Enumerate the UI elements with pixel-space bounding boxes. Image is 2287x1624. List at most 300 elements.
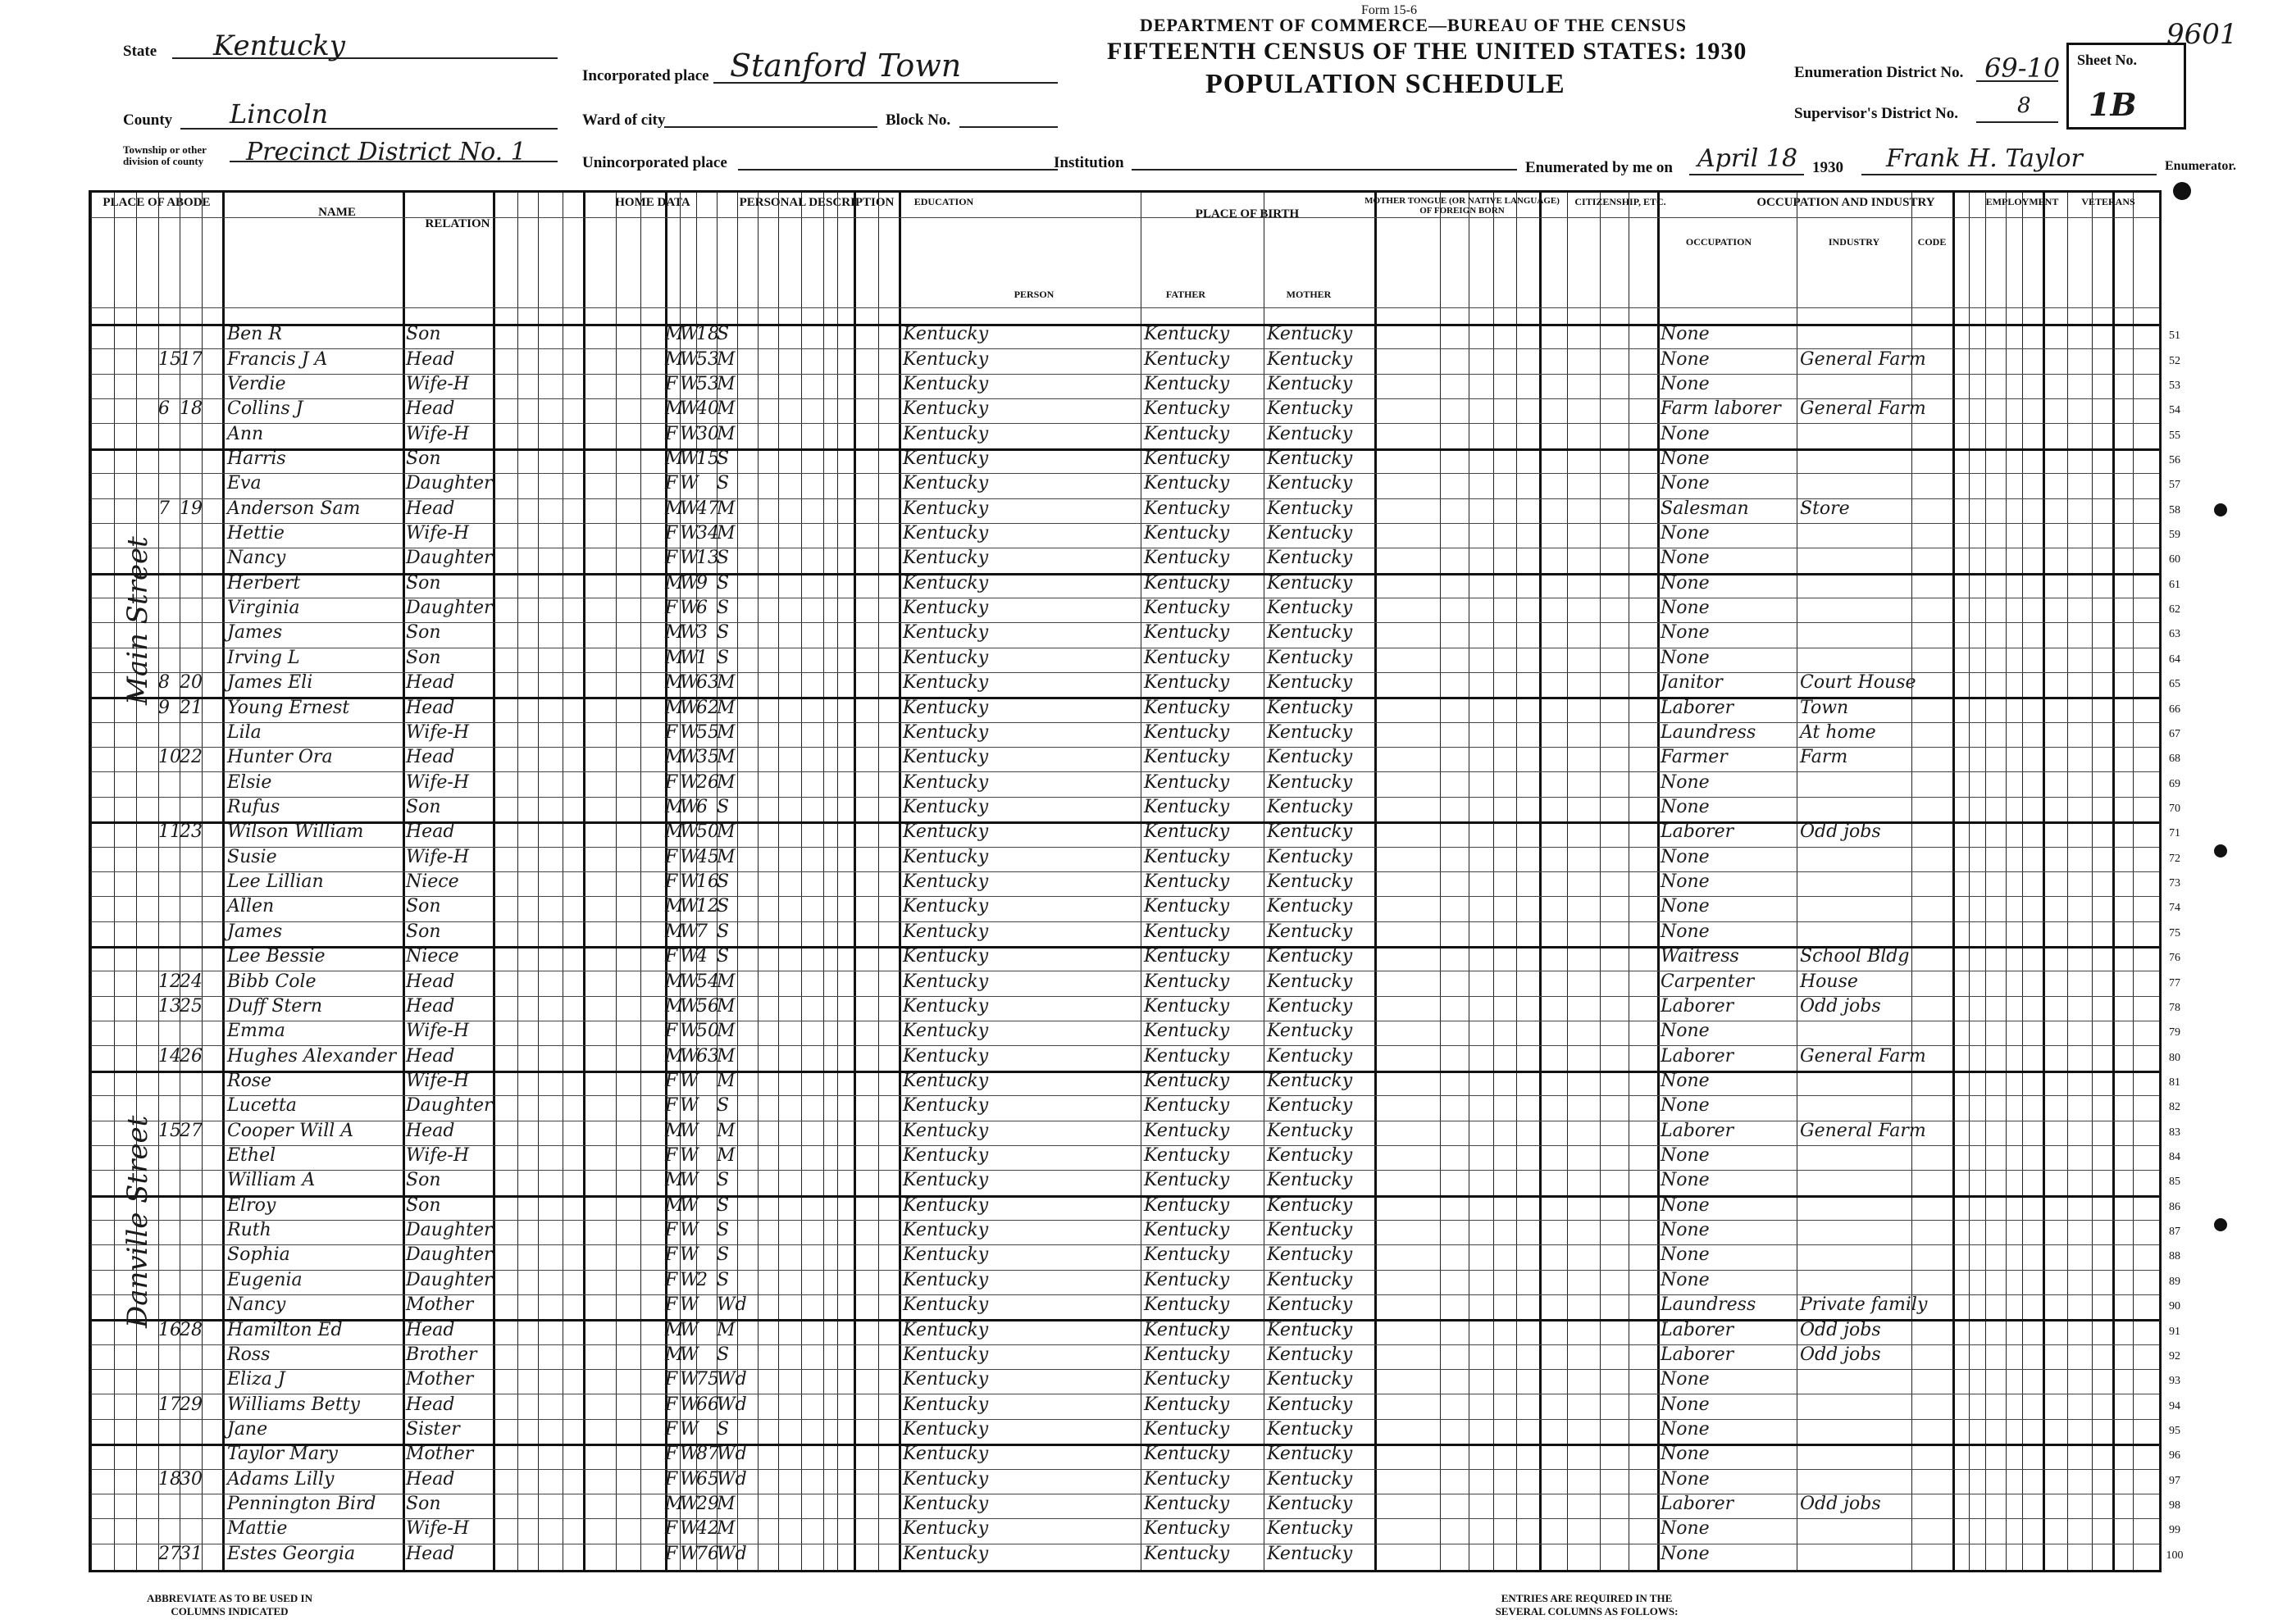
person-name: Lucetta — [227, 1095, 297, 1117]
person-name: Ross — [227, 1344, 271, 1365]
marital-status: M — [717, 1319, 736, 1340]
color: W — [680, 1494, 699, 1515]
relation: Wife-H — [406, 1021, 470, 1042]
person-name: Hunter Ora — [227, 747, 333, 768]
person-name: Cooper Will A — [227, 1120, 354, 1141]
color: W — [680, 448, 699, 469]
sex: F — [665, 423, 678, 444]
color: W — [680, 1394, 699, 1415]
line-number: 100 — [2166, 1549, 2184, 1562]
relation: Wife-H — [406, 523, 470, 544]
block-label: Block No. — [886, 111, 951, 129]
age: 7 — [696, 921, 708, 942]
age: 40 — [696, 398, 719, 420]
subhead-person: PERSON — [1014, 289, 1055, 300]
occupation: Laundress — [1661, 1294, 1756, 1316]
occupation: None — [1661, 1394, 1710, 1415]
marital-status: S — [717, 1095, 730, 1117]
age: 4 — [696, 946, 708, 967]
occupation: Laborer — [1661, 995, 1734, 1017]
occupation: Laborer — [1661, 821, 1734, 843]
industry: Odd jobs — [1800, 821, 1881, 843]
marital-status: S — [717, 797, 730, 817]
marital-status: M — [717, 348, 736, 370]
birthplace-mother: Kentucky — [1267, 1145, 1353, 1167]
table-row — [91, 1194, 2180, 1220]
birthplace-mother: Kentucky — [1267, 1369, 1353, 1390]
table-row — [91, 1120, 2180, 1145]
color: W — [680, 1220, 699, 1241]
person-name: Rose — [227, 1070, 272, 1091]
color: W — [680, 721, 699, 743]
color: W — [680, 1021, 699, 1042]
birthplace-person: Kentucky — [903, 373, 989, 394]
birthplace-father: Kentucky — [1144, 1369, 1230, 1390]
line-number: 79 — [2169, 1026, 2180, 1039]
relation: Wife-H — [406, 1070, 470, 1091]
birthplace-father: Kentucky — [1144, 498, 1230, 519]
relation: Head — [406, 1543, 455, 1564]
person-name: Williams Betty — [227, 1394, 360, 1415]
occupation: None — [1661, 1468, 1710, 1490]
birthplace-person: Kentucky — [903, 1095, 989, 1117]
relation: Head — [406, 498, 455, 519]
enumerator-label: Enumerator. — [2165, 159, 2236, 173]
person-name: Susie — [227, 846, 277, 867]
line-number: 69 — [2169, 777, 2180, 790]
color: W — [680, 647, 699, 668]
occupation: None — [1661, 448, 1710, 469]
sex: M — [665, 821, 684, 843]
birthplace-person: Kentucky — [903, 1294, 989, 1316]
person-name: Eva — [227, 473, 262, 494]
table-row — [91, 1444, 2180, 1468]
enumerated-label: Enumerated by me on — [1525, 159, 1673, 176]
birthplace-person: Kentucky — [903, 423, 989, 444]
line-number: 89 — [2169, 1275, 2180, 1288]
group-education: EDUCATION — [913, 196, 974, 207]
dwelling-number: 10 — [158, 747, 181, 768]
marital-status: Wd — [717, 1543, 747, 1564]
table-row — [91, 1095, 2180, 1120]
color: W — [680, 1319, 699, 1340]
color: W — [680, 1468, 699, 1490]
line-number: 98 — [2169, 1499, 2180, 1513]
relation: Daughter — [406, 1095, 493, 1117]
relation: Head — [406, 971, 455, 992]
age: 50 — [696, 1021, 719, 1042]
birthplace-mother: Kentucky — [1267, 598, 1353, 619]
family-number: 27 — [180, 1120, 203, 1141]
sex: F — [665, 846, 678, 867]
birthplace-person: Kentucky — [903, 1220, 989, 1241]
table-row — [91, 1319, 2180, 1344]
marital-status: M — [717, 398, 736, 420]
sex: M — [665, 747, 684, 768]
line-number: 56 — [2169, 453, 2180, 466]
occupation: None — [1661, 797, 1710, 817]
marital-status: S — [717, 598, 730, 619]
census-title: FIFTEENTH CENSUS OF THE UNITED STATES: 1930 — [1107, 38, 1747, 65]
birthplace-father: Kentucky — [1144, 1518, 1230, 1540]
birthplace-mother: Kentucky — [1267, 1543, 1353, 1564]
color: W — [680, 921, 699, 942]
birthplace-father: Kentucky — [1144, 572, 1230, 594]
line-number: 83 — [2169, 1126, 2180, 1139]
marital-status: M — [717, 498, 736, 519]
line-number: 62 — [2169, 603, 2180, 616]
birthplace-mother: Kentucky — [1267, 821, 1353, 843]
age: 66 — [696, 1394, 719, 1415]
relation: Mother — [406, 1444, 474, 1465]
birthplace-mother: Kentucky — [1267, 672, 1353, 694]
group-personal: PERSONAL DESCRIPTION — [739, 196, 895, 209]
dwelling-number: 15 — [158, 1120, 181, 1141]
unincorporated-label: Unincorporated place — [582, 154, 727, 171]
line-number: 91 — [2169, 1325, 2180, 1338]
table-row — [91, 771, 2180, 796]
birthplace-father: Kentucky — [1144, 1095, 1230, 1117]
footer-entries: ENTRIES ARE REQUIRED IN THE SEVERAL COLUMNS AS FOLLOWS: — [1495, 1592, 1679, 1617]
color: W — [680, 1444, 699, 1465]
sex: F — [665, 1518, 678, 1540]
footer-abbrev: ABBREVIATE AS TO BE USED IN COLUMNS INDICATED — [147, 1592, 312, 1617]
occupation: Farmer — [1661, 747, 1728, 768]
color: W — [680, 498, 699, 519]
birthplace-person: Kentucky — [903, 1021, 989, 1042]
state-label: State — [123, 43, 157, 60]
relation: Daughter — [406, 548, 493, 569]
occupation: None — [1661, 324, 1710, 345]
person-name: Hettie — [227, 523, 285, 544]
birthplace-person: Kentucky — [903, 1369, 989, 1390]
relation: Wife-H — [406, 1145, 470, 1167]
family-number: 21 — [180, 697, 203, 718]
subhead-father: FATHER — [1165, 289, 1206, 300]
sex: F — [665, 1095, 678, 1117]
occupation: None — [1661, 1269, 1710, 1290]
age: 56 — [696, 995, 719, 1017]
group-place-of-birth: PLACE OF BIRTH — [1195, 207, 1300, 221]
person-name: William A — [227, 1170, 316, 1191]
relation: Wife-H — [406, 721, 470, 743]
person-name: Allen — [227, 896, 275, 917]
occupation: None — [1661, 1444, 1710, 1465]
age: 12 — [696, 896, 719, 917]
occupation: None — [1661, 1543, 1710, 1564]
relation: Head — [406, 821, 455, 843]
occupation: Carpenter — [1661, 971, 1755, 992]
marital-status: M — [717, 672, 736, 694]
occupation: None — [1661, 572, 1710, 594]
birthplace-father: Kentucky — [1144, 548, 1230, 569]
relation: Wife-H — [406, 1518, 470, 1540]
table-row — [91, 1394, 2180, 1418]
occupation: None — [1661, 647, 1710, 668]
birthplace-mother: Kentucky — [1267, 946, 1353, 967]
incorporated-value: Stanford Town — [730, 48, 962, 84]
industry: Odd jobs — [1800, 995, 1881, 1017]
birthplace-father: Kentucky — [1144, 1319, 1230, 1340]
birthplace-mother: Kentucky — [1267, 548, 1353, 569]
group-occupation: OCCUPATION AND INDUSTRY — [1756, 196, 1935, 209]
birthplace-mother: Kentucky — [1267, 448, 1353, 469]
occupation: Laborer — [1661, 1319, 1734, 1340]
sex: M — [665, 896, 684, 917]
person-name: Duff Stern — [227, 995, 323, 1017]
table-row — [91, 971, 2180, 995]
birthplace-person: Kentucky — [903, 1194, 989, 1216]
birthplace-person: Kentucky — [903, 1319, 989, 1340]
relation: Head — [406, 348, 455, 370]
sex: F — [665, 1543, 678, 1564]
table-row — [91, 473, 2180, 498]
color: W — [680, 1543, 699, 1564]
occupation: Laborer — [1661, 697, 1734, 718]
table-row — [91, 1294, 2180, 1319]
person-name: Emma — [227, 1021, 285, 1042]
age: 2 — [696, 1269, 708, 1290]
birthplace-person: Kentucky — [903, 921, 989, 942]
line-number: 81 — [2169, 1076, 2180, 1089]
sheet-value: 1B — [2089, 86, 2137, 123]
person-name: Elroy — [227, 1194, 276, 1216]
birthplace-mother: Kentucky — [1267, 647, 1353, 668]
table-row — [91, 672, 2180, 697]
schedule-title: POPULATION SCHEDULE — [1205, 69, 1565, 99]
table-row — [91, 821, 2180, 846]
person-name: Sophia — [227, 1244, 290, 1266]
occupation: None — [1661, 348, 1710, 370]
person-name: Wilson William — [227, 821, 364, 843]
person-name: Adams Lilly — [227, 1468, 335, 1490]
birthplace-mother: Kentucky — [1267, 1419, 1353, 1440]
line-number: 76 — [2169, 952, 2180, 965]
line-number: 60 — [2169, 553, 2180, 566]
occupation: None — [1661, 598, 1710, 619]
family-number: 31 — [180, 1543, 203, 1564]
color: W — [680, 348, 699, 370]
sex: F — [665, 1220, 678, 1241]
color: W — [680, 523, 699, 544]
birthplace-father: Kentucky — [1144, 398, 1230, 420]
table-row — [91, 423, 2180, 448]
birthplace-person: Kentucky — [903, 523, 989, 544]
birthplace-person: Kentucky — [903, 797, 989, 817]
color: W — [680, 1518, 699, 1540]
person-name: Elsie — [227, 771, 272, 793]
birthplace-person: Kentucky — [903, 1543, 989, 1564]
occupation: Laundress — [1661, 721, 1756, 743]
line-number: 80 — [2169, 1051, 2180, 1064]
person-name: Hughes Alexander — [227, 1045, 397, 1067]
table-row — [91, 572, 2180, 598]
age: 45 — [696, 846, 719, 867]
sex: F — [665, 1369, 678, 1390]
birthplace-person: Kentucky — [903, 548, 989, 569]
birthplace-person: Kentucky — [903, 1120, 989, 1141]
family-number: 20 — [180, 672, 203, 694]
birthplace-father: Kentucky — [1144, 622, 1230, 644]
person-name: Eliza J — [227, 1369, 285, 1390]
birthplace-father: Kentucky — [1144, 1419, 1230, 1440]
color: W — [680, 871, 699, 893]
sex: M — [665, 672, 684, 694]
sex: F — [665, 1468, 678, 1490]
line-number: 85 — [2169, 1176, 2180, 1189]
group-employment: EMPLOYMENT — [1985, 196, 2059, 207]
punch-hole-mark — [2214, 844, 2227, 857]
dwelling-number: 9 — [158, 697, 170, 718]
form-number: Form 15-6 — [1361, 3, 1417, 17]
age: 53 — [696, 373, 719, 394]
birthplace-mother: Kentucky — [1267, 1269, 1353, 1290]
color: W — [680, 1369, 699, 1390]
table-row — [91, 1220, 2180, 1244]
occupation: Laborer — [1661, 1494, 1734, 1515]
table-row — [91, 448, 2180, 473]
family-number: 24 — [180, 971, 203, 992]
table-row — [91, 1344, 2180, 1369]
birthplace-person: Kentucky — [903, 1170, 989, 1191]
birthplace-father: Kentucky — [1144, 1244, 1230, 1266]
line-number: 54 — [2169, 404, 2180, 417]
sex: F — [665, 1244, 678, 1266]
dwelling-number: 27 — [158, 1543, 181, 1564]
age: 18 — [696, 324, 719, 345]
line-number: 96 — [2169, 1449, 2180, 1463]
marital-status: M — [717, 373, 736, 394]
family-number: 19 — [180, 498, 203, 519]
line-number: 97 — [2169, 1474, 2180, 1487]
person-name: Collins J — [227, 398, 303, 420]
birthplace-father: Kentucky — [1144, 1045, 1230, 1067]
color: W — [680, 1294, 699, 1316]
birthplace-person: Kentucky — [903, 324, 989, 345]
sex: M — [665, 1194, 684, 1216]
relation: Niece — [406, 871, 459, 893]
color: W — [680, 324, 699, 345]
sex: M — [665, 324, 684, 345]
birthplace-mother: Kentucky — [1267, 995, 1353, 1017]
line-number: 63 — [2169, 628, 2180, 641]
table-row — [91, 498, 2180, 523]
relation: Daughter — [406, 1269, 493, 1290]
dwelling-number: 17 — [158, 1394, 181, 1415]
county-label: County — [123, 111, 173, 129]
group-relation: RELATION — [425, 217, 490, 230]
birthplace-father: Kentucky — [1144, 1468, 1230, 1490]
sex: M — [665, 995, 684, 1017]
marital-status: S — [717, 448, 730, 469]
dwelling-number: 15 — [158, 348, 181, 370]
sex: M — [665, 1170, 684, 1191]
table-row — [91, 995, 2180, 1021]
birthplace-person: Kentucky — [903, 1244, 989, 1266]
age: 47 — [696, 498, 719, 519]
person-name: Ethel — [227, 1145, 276, 1167]
birthplace-father: Kentucky — [1144, 1021, 1230, 1042]
person-name: Taylor Mary — [227, 1444, 338, 1465]
birthplace-father: Kentucky — [1144, 1543, 1230, 1564]
line-number: 73 — [2169, 877, 2180, 890]
relation: Head — [406, 747, 455, 768]
marital-status: M — [717, 1045, 736, 1067]
relation: Brother — [406, 1344, 477, 1365]
marital-status: M — [717, 423, 736, 444]
line-number: 64 — [2169, 653, 2180, 666]
supervisor-value: 8 — [2017, 93, 2031, 118]
line-number: 75 — [2169, 926, 2180, 939]
color: W — [680, 821, 699, 843]
incorporated-label: Incorporated place — [582, 67, 709, 84]
birthplace-mother: Kentucky — [1267, 572, 1353, 594]
occupation: None — [1661, 1369, 1710, 1390]
color: W — [680, 747, 699, 768]
table-row — [91, 348, 2180, 373]
birthplace-father: Kentucky — [1144, 523, 1230, 544]
birthplace-father: Kentucky — [1144, 1294, 1230, 1316]
age: 63 — [696, 672, 719, 694]
age: 26 — [696, 771, 719, 793]
birthplace-person: Kentucky — [903, 747, 989, 768]
birthplace-person: Kentucky — [903, 1394, 989, 1415]
table-row — [91, 797, 2180, 821]
birthplace-mother: Kentucky — [1267, 921, 1353, 942]
dwelling-number: 6 — [158, 398, 170, 420]
group-place-of-abode: PLACE OF ABODE — [103, 196, 211, 209]
table-row — [91, 721, 2180, 747]
birthplace-person: Kentucky — [903, 1494, 989, 1515]
marital-status: S — [717, 921, 730, 942]
birthplace-mother: Kentucky — [1267, 1344, 1353, 1365]
marital-status: M — [717, 721, 736, 743]
industry: General Farm — [1800, 348, 1926, 370]
table-row — [91, 697, 2180, 721]
birthplace-mother: Kentucky — [1267, 324, 1353, 345]
birthplace-person: Kentucky — [903, 498, 989, 519]
occupation: None — [1661, 523, 1710, 544]
family-number: 17 — [180, 348, 203, 370]
relation: Son — [406, 896, 441, 917]
birthplace-mother: Kentucky — [1267, 1394, 1353, 1415]
line-number: 68 — [2169, 753, 2180, 766]
punch-hole-mark — [2214, 1218, 2227, 1231]
marital-status: S — [717, 1344, 730, 1365]
color: W — [680, 971, 699, 992]
line-number: 94 — [2169, 1399, 2180, 1412]
sex: M — [665, 622, 684, 644]
occupation: None — [1661, 871, 1710, 893]
industry: Farm — [1800, 747, 1848, 768]
state-value: Kentucky — [213, 30, 345, 62]
person-name: Anderson Sam — [227, 498, 361, 519]
marital-status: Wd — [717, 1369, 747, 1390]
age: 55 — [696, 721, 719, 743]
dwelling-number: 7 — [158, 498, 170, 519]
sex: F — [665, 1021, 678, 1042]
occupation: None — [1661, 373, 1710, 394]
person-name: Ruth — [227, 1220, 271, 1241]
line-number: 88 — [2169, 1250, 2180, 1263]
dwelling-number: 12 — [158, 971, 181, 992]
line-number: 74 — [2169, 902, 2180, 915]
occupation: None — [1661, 846, 1710, 867]
age: 65 — [696, 1468, 719, 1490]
birthplace-person: Kentucky — [903, 647, 989, 668]
table-row — [91, 647, 2180, 672]
birthplace-person: Kentucky — [903, 622, 989, 644]
